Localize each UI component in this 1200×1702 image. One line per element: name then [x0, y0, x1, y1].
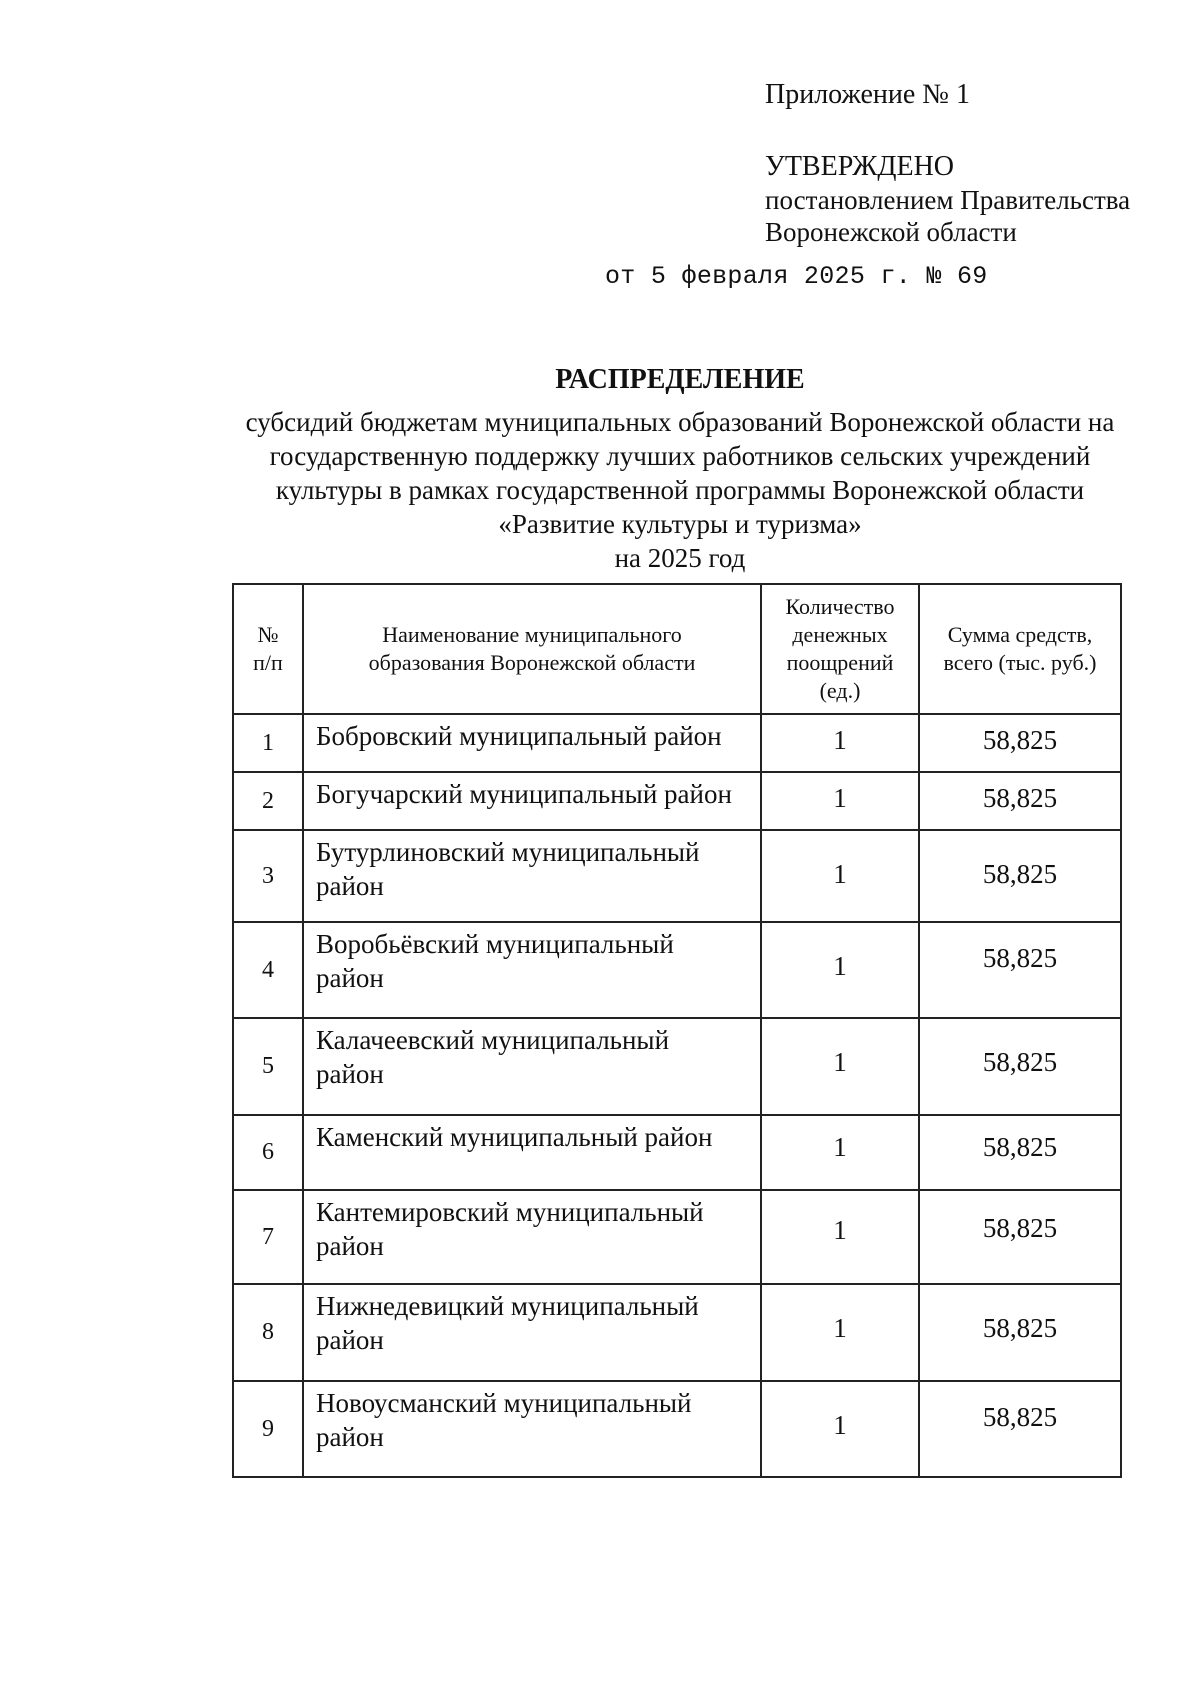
subtitle-line: субсидий бюджетам муниципальных образований Воронежской области на: [245, 407, 1115, 437]
table-row: [233, 714, 1121, 772]
table-row: [233, 772, 1121, 830]
header-qty: [761, 584, 919, 714]
header-sum: [919, 584, 1121, 714]
municipality-name: [303, 772, 761, 830]
subsidy-sum: 58,825: [919, 922, 1121, 1018]
header-sum-line: всего (тыс. руб.): [943, 650, 1097, 675]
municipality-name: [303, 714, 761, 772]
row-number: 8: [233, 1284, 303, 1381]
header-name-line: Наименование муниципального: [382, 622, 682, 647]
decree-date-number: от 5 февраля 2025 г. № 69: [605, 262, 988, 291]
row-number: 9: [233, 1381, 303, 1477]
header-qty-line: (ед.): [819, 678, 861, 703]
table-row: [233, 1284, 1121, 1381]
subsidy-sum: 58,825: [919, 1115, 1121, 1190]
municipality-name: [303, 1115, 761, 1190]
subsidy-sum: 58,825: [919, 772, 1121, 830]
header-num: [233, 584, 303, 714]
municipality-name-line: Калачеевский муниципальный: [316, 1025, 670, 1055]
header-sum-line: Сумма средств,: [947, 622, 1093, 647]
table-header-row: [233, 584, 1121, 714]
award-count: 1: [761, 1284, 919, 1381]
municipality-name: [303, 922, 761, 1018]
award-count: 1: [761, 714, 919, 772]
table-row: [233, 1381, 1121, 1477]
award-count: 1: [761, 772, 919, 830]
approval-block: [765, 78, 1185, 248]
row-number: 4: [233, 922, 303, 1018]
table-row: [233, 922, 1121, 1018]
subsidy-sum: 58,825: [919, 1018, 1121, 1115]
subsidy-sum: 58,825: [919, 1284, 1121, 1381]
municipality-name: [303, 1284, 761, 1381]
municipality-name: [303, 1381, 761, 1477]
municipality-name-line: район: [316, 871, 384, 901]
award-count: 1: [761, 922, 919, 1018]
table-row: [233, 1018, 1121, 1115]
row-number: 2: [233, 772, 303, 830]
subtitle-line: на 2025 год: [614, 543, 746, 573]
municipality-name-line: район: [316, 1422, 384, 1452]
header-qty-line: Количество: [785, 594, 895, 619]
approved-by-line: постановлением Правительства: [765, 185, 1131, 215]
subtitle-line: государственную поддержку лучших работников сельских учреждений: [269, 441, 1091, 471]
award-count: 1: [761, 1115, 919, 1190]
subsidy-sum: 58,825: [919, 1381, 1121, 1477]
document-subtitle: [150, 405, 1200, 575]
municipality-name: [303, 830, 761, 922]
row-number: 1: [233, 714, 303, 772]
table-row: [233, 1190, 1121, 1284]
municipality-name-line: Богучарский муниципальный район: [316, 779, 732, 809]
municipality-name-line: район: [316, 1059, 384, 1089]
subtitle-line: «Развитие культуры и туризма»: [498, 509, 862, 539]
subtitle-line: культуры в рамках государственной программы Воронежской области: [275, 475, 1085, 505]
header-name-line: образования Воронежской области: [368, 650, 696, 675]
header-qty-line: поощрений: [786, 650, 894, 675]
municipality-name-line: район: [316, 1231, 384, 1261]
municipality-name-line: Кантемировский муниципальный: [316, 1197, 704, 1227]
municipality-name-line: Каменский муниципальный район: [316, 1122, 713, 1152]
row-number: 5: [233, 1018, 303, 1115]
approved-title: УТВЕРЖДЕНО: [765, 151, 955, 182]
award-count: 1: [761, 1190, 919, 1284]
subsidy-sum: 58,825: [919, 714, 1121, 772]
header-name: [303, 584, 761, 714]
municipality-name-line: район: [316, 963, 384, 993]
header-num-line: п/п: [253, 650, 283, 675]
municipality-name-line: Нижнедевицкий муниципальный: [316, 1291, 699, 1321]
row-number: 6: [233, 1115, 303, 1190]
municipality-name-line: Новоусманский муниципальный: [316, 1388, 692, 1418]
header-num-line: №: [257, 622, 279, 647]
distribution-table: [232, 583, 1122, 1478]
subsidy-sum: 58,825: [919, 1190, 1121, 1284]
municipality-name-line: район: [316, 1325, 384, 1355]
header-qty-line: денежных: [792, 622, 888, 647]
municipality-name-line: Бобровский муниципальный район: [316, 721, 722, 751]
table-row: [233, 830, 1121, 922]
award-count: 1: [761, 830, 919, 922]
appendix-number: Приложение № 1: [765, 79, 970, 110]
municipality-name-line: Бутурлиновский муниципальный: [316, 837, 700, 867]
row-number: 3: [233, 830, 303, 922]
award-count: 1: [761, 1381, 919, 1477]
row-number: 7: [233, 1190, 303, 1284]
table-row: [233, 1115, 1121, 1190]
municipality-name: [303, 1190, 761, 1284]
municipality-name-line: Воробьёвский муниципальный: [316, 929, 674, 959]
approved-by-line: Воронежской области: [765, 217, 1017, 247]
municipality-name: [303, 1018, 761, 1115]
award-count: 1: [761, 1018, 919, 1115]
subsidy-sum: 58,825: [919, 830, 1121, 922]
document-title: РАСПРЕДЕЛЕНИЕ: [555, 364, 805, 395]
